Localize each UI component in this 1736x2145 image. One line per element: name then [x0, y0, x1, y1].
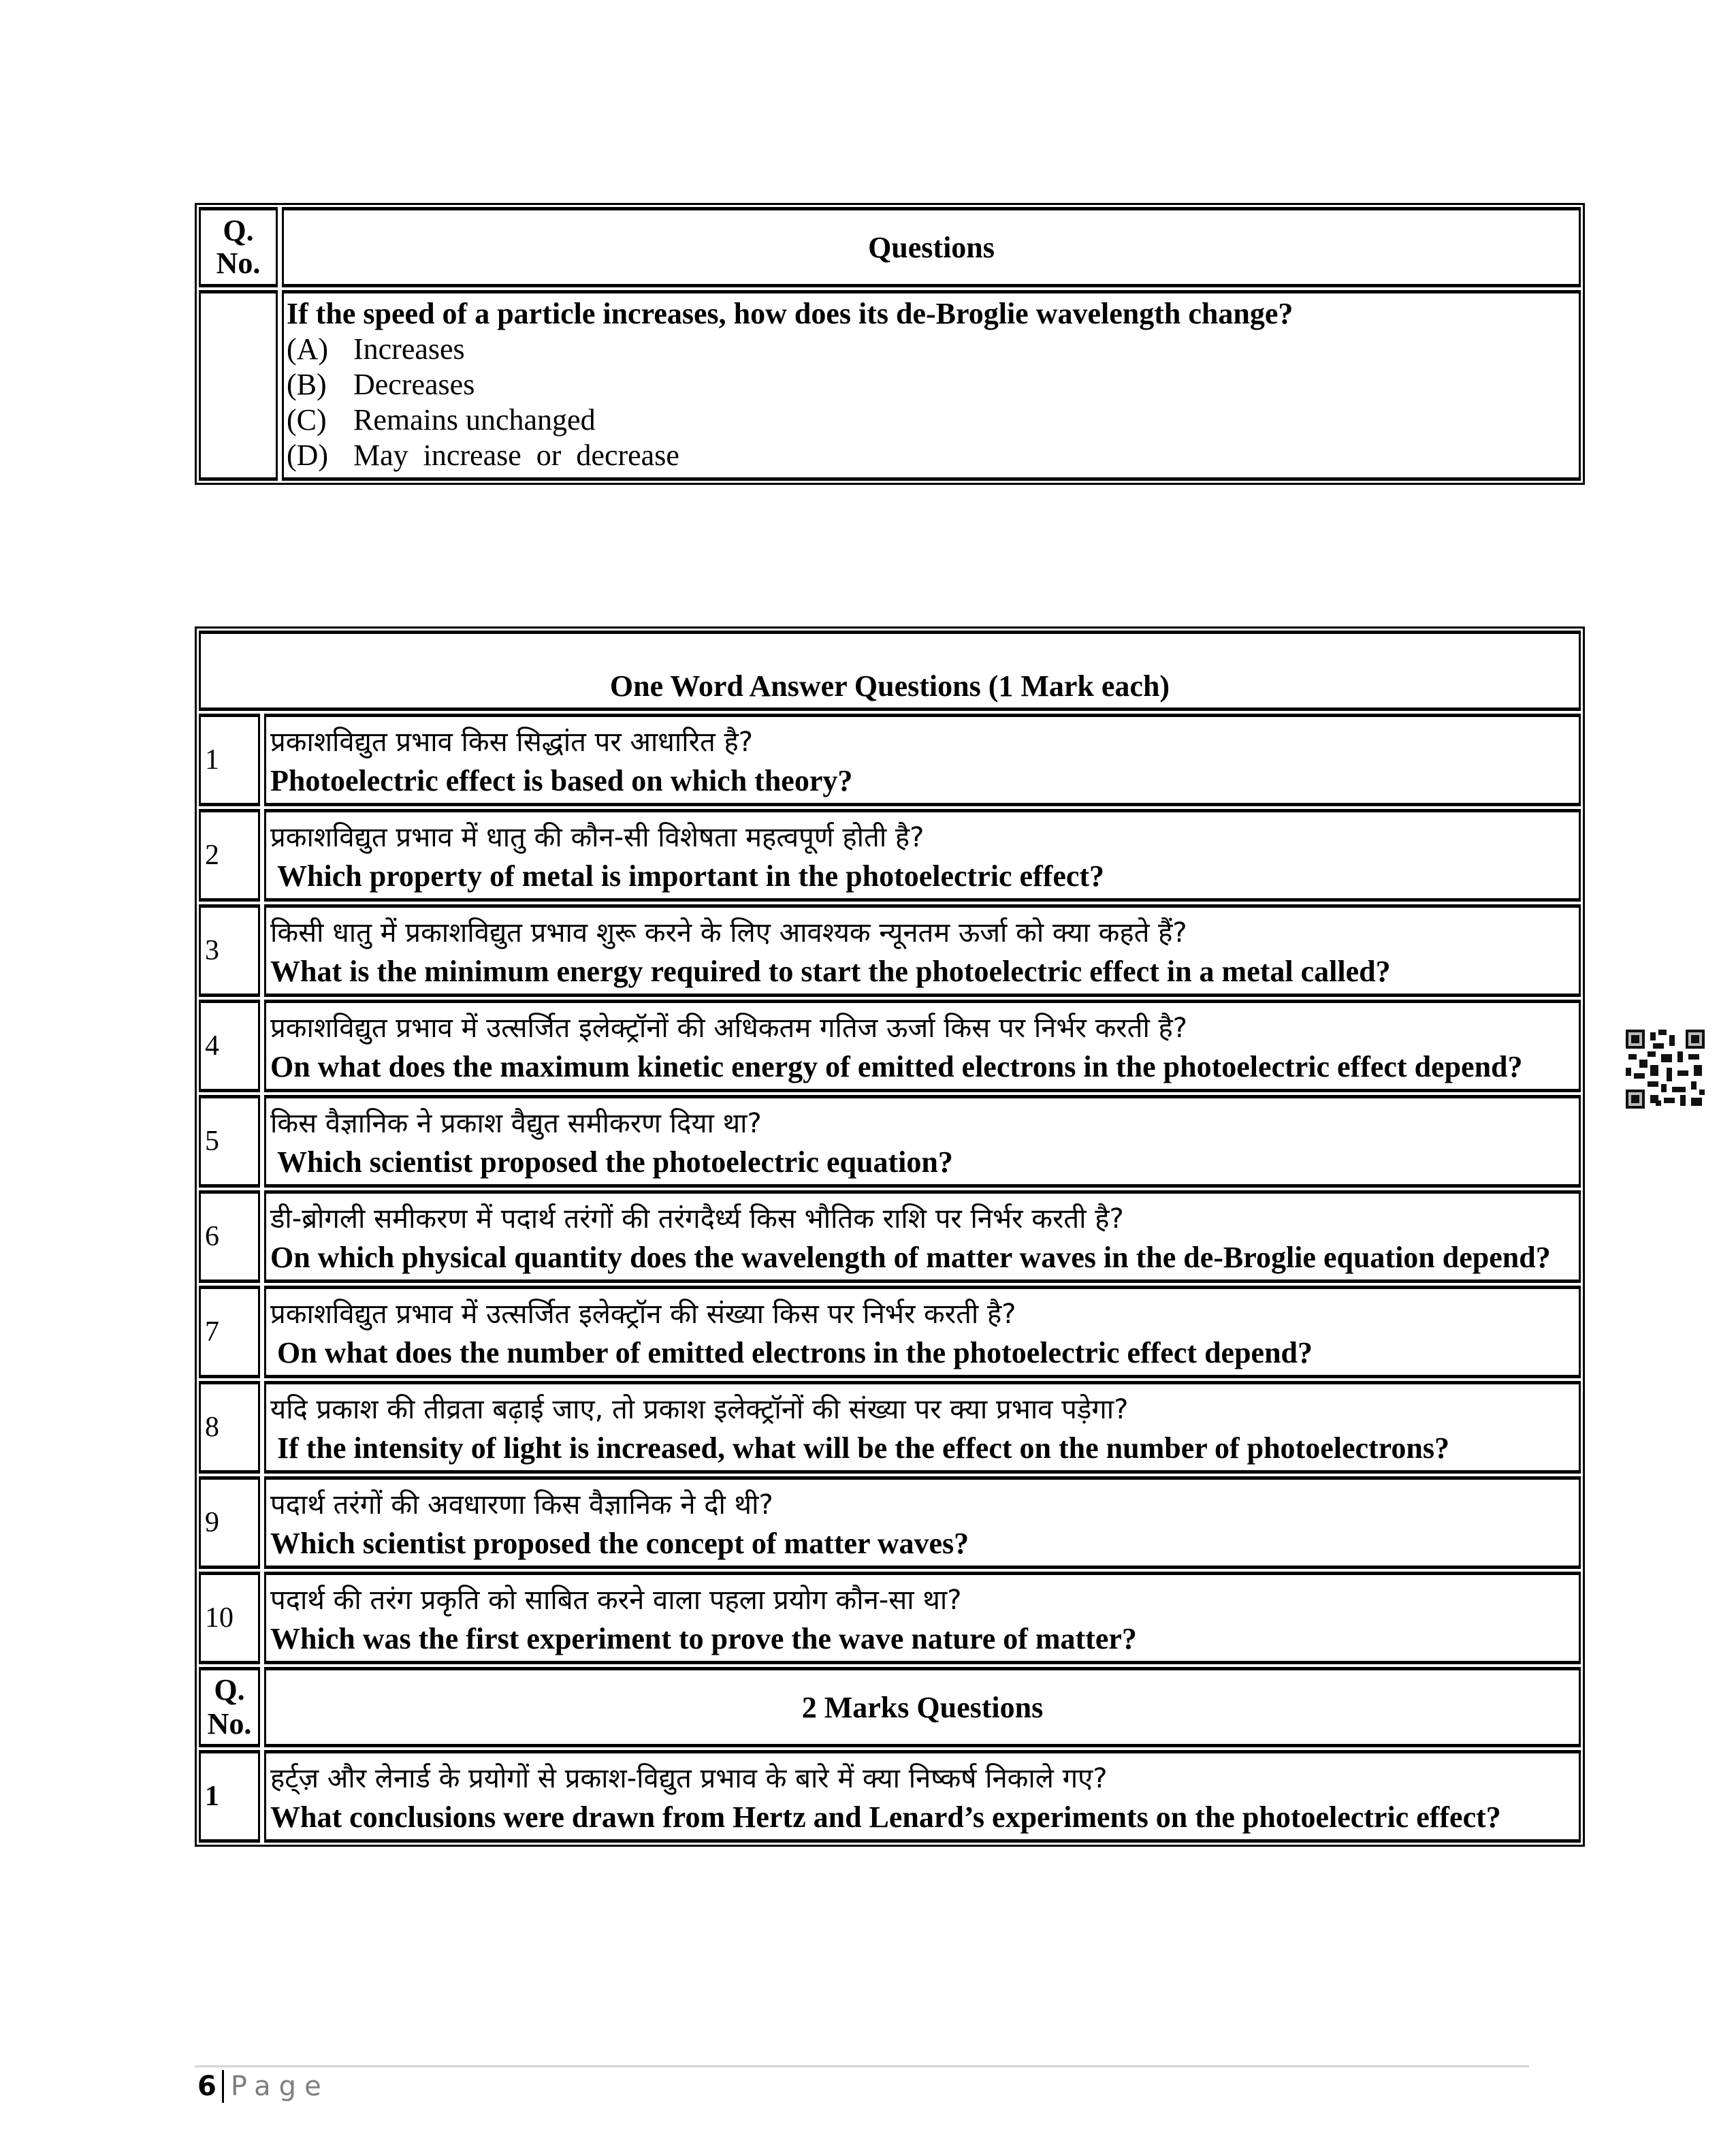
question-cell [264, 714, 1581, 806]
question-english: Which scientist proposed the concept of matter waves? [270, 1527, 969, 1560]
question-number [199, 290, 278, 481]
question-row [199, 1381, 1581, 1474]
question-english: On what does the maximum kinetic energy of emitted electrons in the photoelectric effect depend? [270, 1050, 1523, 1083]
table-row [199, 290, 1581, 481]
qno-header-line1: Q. [214, 1673, 245, 1706]
question-hindi: किस वैज्ञानिक ने प्रकाश वैद्युत समीकरण दिया था? [270, 1108, 762, 1139]
qno-header-line2: No. [216, 247, 261, 280]
option-d [287, 438, 1575, 473]
question-english: What is the minimum energy required to start the photoelectric effect in a metal called? [270, 955, 1391, 988]
option-label: (C) [287, 403, 327, 436]
question-number: 1 [199, 1750, 260, 1843]
question-hindi: डी-ब्रोगली समीकरण में पदार्थ तरंगों की तरंगदैर्ध्य किस भौतिक राशि पर निर्भर करती है? [270, 1203, 1124, 1235]
question-number: 9 [199, 1476, 260, 1569]
question-number: 2 [199, 809, 260, 902]
question-number: 10 [199, 1572, 260, 1664]
page-footer [197, 2070, 329, 2103]
question-cell [264, 809, 1581, 902]
question-row [199, 1190, 1581, 1283]
question-cell [264, 1750, 1581, 1843]
section-title: One Word Answer Questions (1 Mark each) [199, 631, 1581, 711]
question-hindi: पदार्थ की तरंग प्रकृति को साबित करने वाला पहला प्रयोग कौन-सा था? [270, 1585, 962, 1616]
qno-header-line1: Q. [223, 214, 254, 247]
footer-separator [222, 2070, 224, 2103]
question-cell [264, 1572, 1581, 1664]
question-english: On what does the number of emitted electrons in the photoelectric effect depend? [277, 1336, 1313, 1369]
question-english: If the intensity of light is increased, what will be the effect on the number of photoelectrons? [277, 1431, 1449, 1465]
question-english: Which scientist proposed the photoelectric equation? [277, 1145, 953, 1179]
question-english: Photoelectric effect is based on which theory? [270, 764, 853, 797]
question-cell [264, 1095, 1581, 1188]
question-number: 1 [199, 714, 260, 806]
question-row [199, 1750, 1581, 1843]
page-number: 6 [197, 2071, 216, 2102]
question-number: 8 [199, 1381, 260, 1474]
question-hindi: पदार्थ तरंगों की अवधारणा किस वैज्ञानिक ने दी थी? [270, 1489, 773, 1521]
question-row [199, 1095, 1581, 1188]
question-english: On which physical quantity does the wavelength of matter waves in the de-Broglie equation depend? [270, 1241, 1551, 1274]
qno-header-line2: No. [207, 1707, 252, 1741]
question-row [199, 1476, 1581, 1569]
option-a [287, 332, 1575, 367]
question-row [199, 809, 1581, 902]
question-row [199, 1000, 1581, 1092]
qno-header [199, 207, 278, 287]
section2-title: 2 Marks Questions [264, 1667, 1581, 1747]
option-text: Remains unchanged [353, 403, 596, 436]
question-cell [264, 1000, 1581, 1092]
option-text: May increase or decrease [353, 439, 679, 472]
question-number: 4 [199, 1000, 260, 1092]
option-text: Decreases [353, 368, 475, 401]
question-number: 3 [199, 904, 260, 997]
option-c [287, 402, 1575, 438]
option-text: Increases [353, 332, 465, 366]
question-hindi: हर्ट्ज़ और लेनार्ड के प्रयोगों से प्रकाश-विद्युत प्रभाव के बारे में क्या निष्कर्ष निकाले गए? [270, 1763, 1108, 1794]
footer-divider [195, 2065, 1529, 2067]
question-hindi: प्रकाशविद्युत प्रभाव किस सिद्धांत पर आधारित है? [270, 727, 753, 758]
mcq-table [195, 203, 1585, 485]
qr-code-icon[interactable] [1626, 1030, 1705, 1109]
question-hindi: प्रकाशविद्युत प्रभाव में उत्सर्जित इलेक्ट्रॉनों की अधिकतम गतिज ऊर्जा किस पर निर्भर करती है? [270, 1013, 1188, 1044]
section2-header-row [199, 1667, 1581, 1747]
question-row [199, 1572, 1581, 1664]
option-label: (B) [287, 368, 327, 401]
option-b [287, 367, 1575, 402]
question-row [199, 714, 1581, 806]
page-label: Page [230, 2071, 329, 2102]
section-header-row [199, 631, 1581, 711]
table-header-row [199, 207, 1581, 287]
question-row [199, 904, 1581, 997]
question-cell [264, 1286, 1581, 1378]
question-row [199, 1286, 1581, 1378]
option-label: (A) [287, 332, 329, 366]
question-number: 7 [199, 1286, 260, 1378]
question-hindi: प्रकाशविद्युत प्रभाव में उत्सर्जित इलेक्ट्रॉन की संख्या किस पर निर्भर करती है? [270, 1299, 1016, 1330]
option-label: (D) [287, 439, 329, 472]
question-cell [282, 290, 1581, 481]
question-english: Which was the first experiment to prove the wave nature of matter? [270, 1622, 1137, 1655]
question-cell [264, 1476, 1581, 1569]
question-english: Which property of metal is important in the photoelectric effect? [277, 859, 1105, 893]
question-english: What conclusions were drawn from Hertz and Lenard’s experiments on the photoelectric effect? [270, 1800, 1501, 1834]
question-text: If the speed of a particle increases, how does its de-Broglie wavelength change? [287, 297, 1293, 330]
question-number: 5 [199, 1095, 260, 1188]
question-cell [264, 904, 1581, 997]
questions-header: Questions [282, 207, 1581, 287]
question-hindi: प्रकाशविद्युत प्रभाव में धातु की कौन-सी विशेषता महत्वपूर्ण होती है? [270, 822, 925, 853]
qno-header [199, 1667, 260, 1747]
one-word-answer-table [195, 626, 1585, 1847]
question-hindi: किसी धातु में प्रकाशविद्युत प्रभाव शुरू करने के लिए आवश्यक न्यूनतम ऊर्जा को क्या कहते हैं? [270, 917, 1187, 949]
question-cell [264, 1190, 1581, 1283]
question-cell [264, 1381, 1581, 1474]
question-number: 6 [199, 1190, 260, 1283]
question-hindi: यदि प्रकाश की तीव्रता बढ़ाई जाए, तो प्रकाश इलेक्ट्रॉनों की संख्या पर क्या प्रभाव पड़ेगा? [270, 1394, 1129, 1425]
